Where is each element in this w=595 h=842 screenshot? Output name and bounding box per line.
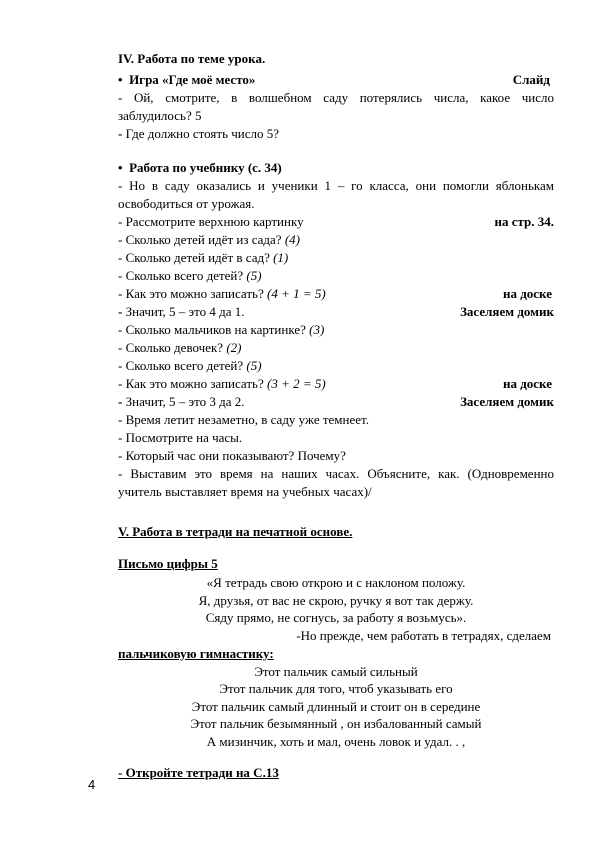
game-question-1: - Ой, смотрите, в волшебном саду потерялись числа, какое число заблудилось? 5 bbox=[118, 90, 554, 123]
section-4-heading: IV. Работа по теме урока. bbox=[118, 51, 266, 66]
game-title-row bbox=[118, 71, 554, 89]
finger-gymnastics bbox=[118, 663, 554, 751]
question-total-2: - Сколько всего детей? (5) bbox=[118, 358, 262, 373]
game-title: Игра «Где моё место» bbox=[129, 72, 256, 87]
poem-line: Я, друзья, от вас не скрою, ручку я вот так держу. bbox=[198, 592, 474, 608]
question-boys: - Сколько мальчиков на картинке? (3) bbox=[118, 322, 325, 337]
textbook-title: Работа по учебнику (с. 34) bbox=[129, 160, 282, 175]
means-row-1: - Значит, 5 – это 4 да 1. Заселяем домик bbox=[118, 304, 554, 319]
question-go-in: - Сколько детей идёт в сад? (1) bbox=[118, 250, 289, 265]
before-line-1: -Но прежде, чем работать в тетрадях, сделаем bbox=[296, 627, 551, 643]
page-number: 4 bbox=[88, 777, 96, 792]
time-line-4: - Выставим это время на наших часах. Объясните, как. (Одновременно учитель выставляет время на учебных часах)/ bbox=[118, 466, 554, 499]
bullet: • bbox=[118, 72, 130, 87]
question-go-out: - Сколько детей идёт из сада? (4) bbox=[118, 232, 300, 247]
question-write-2: - Как это можно записать? (3 + 2 = 5) на доске bbox=[118, 376, 552, 391]
bullet: • bbox=[118, 160, 130, 175]
section-5-subheading: Письмо цифры 5 bbox=[118, 556, 218, 571]
time-line-1: - Время летит незаметно, в саду уже темнеет. bbox=[118, 412, 369, 427]
finger-line: Этот пальчик самый сильный bbox=[254, 663, 418, 679]
look-row: - Рассмотрите верхнюю картинку на стр. 34. bbox=[118, 214, 554, 229]
question-total-1: - Сколько всего детей? (5) bbox=[118, 268, 262, 283]
textbook-title-row bbox=[118, 159, 554, 177]
finger-line: А мизинчик, хоть и мал, очень ловок и удал. . , bbox=[206, 733, 466, 749]
finger-line: Этот пальчик безымянный , он избалованный самый bbox=[190, 716, 482, 731]
means-row-2: - Значит, 5 – это 3 да 2. Заселяем домик bbox=[118, 394, 554, 409]
question-girls: - Сколько девочек? (2) bbox=[118, 340, 242, 355]
open-notebooks: - Откройте тетради на С.13 bbox=[118, 765, 279, 780]
poem-line: «Я тетрадь свою открою и с наклоном положу. bbox=[206, 575, 466, 590]
finger-line: Этот пальчик самый длинный и стоит он в середине bbox=[191, 698, 481, 714]
game-question-2: - Где должно стоять число 5? bbox=[118, 126, 280, 141]
slide-label: Слайд bbox=[512, 72, 550, 87]
question-write-1: - Как это можно записать? (4 + 1 = 5) на доске bbox=[118, 286, 552, 301]
textbook-intro: - Но в саду оказались и ученики 1 – го класса, они помогли яблонькам освободиться от урожая. bbox=[118, 178, 554, 211]
poem bbox=[118, 574, 554, 627]
poem-line: Сяду прямо, не согнусь, за работу я возьмусь». bbox=[205, 610, 467, 625]
before-line-2: пальчиковую гимнастику: bbox=[118, 645, 274, 661]
time-line-3: - Который час они показывают? Почему? bbox=[118, 448, 346, 463]
time-line-2: - Посмотрите на часы. bbox=[118, 430, 243, 445]
finger-line: Этот пальчик для того, чтоб указывать его bbox=[219, 681, 453, 696]
section-5-heading: V. Работа в тетради на печатной основе. bbox=[118, 524, 353, 539]
document-page bbox=[118, 50, 554, 782]
